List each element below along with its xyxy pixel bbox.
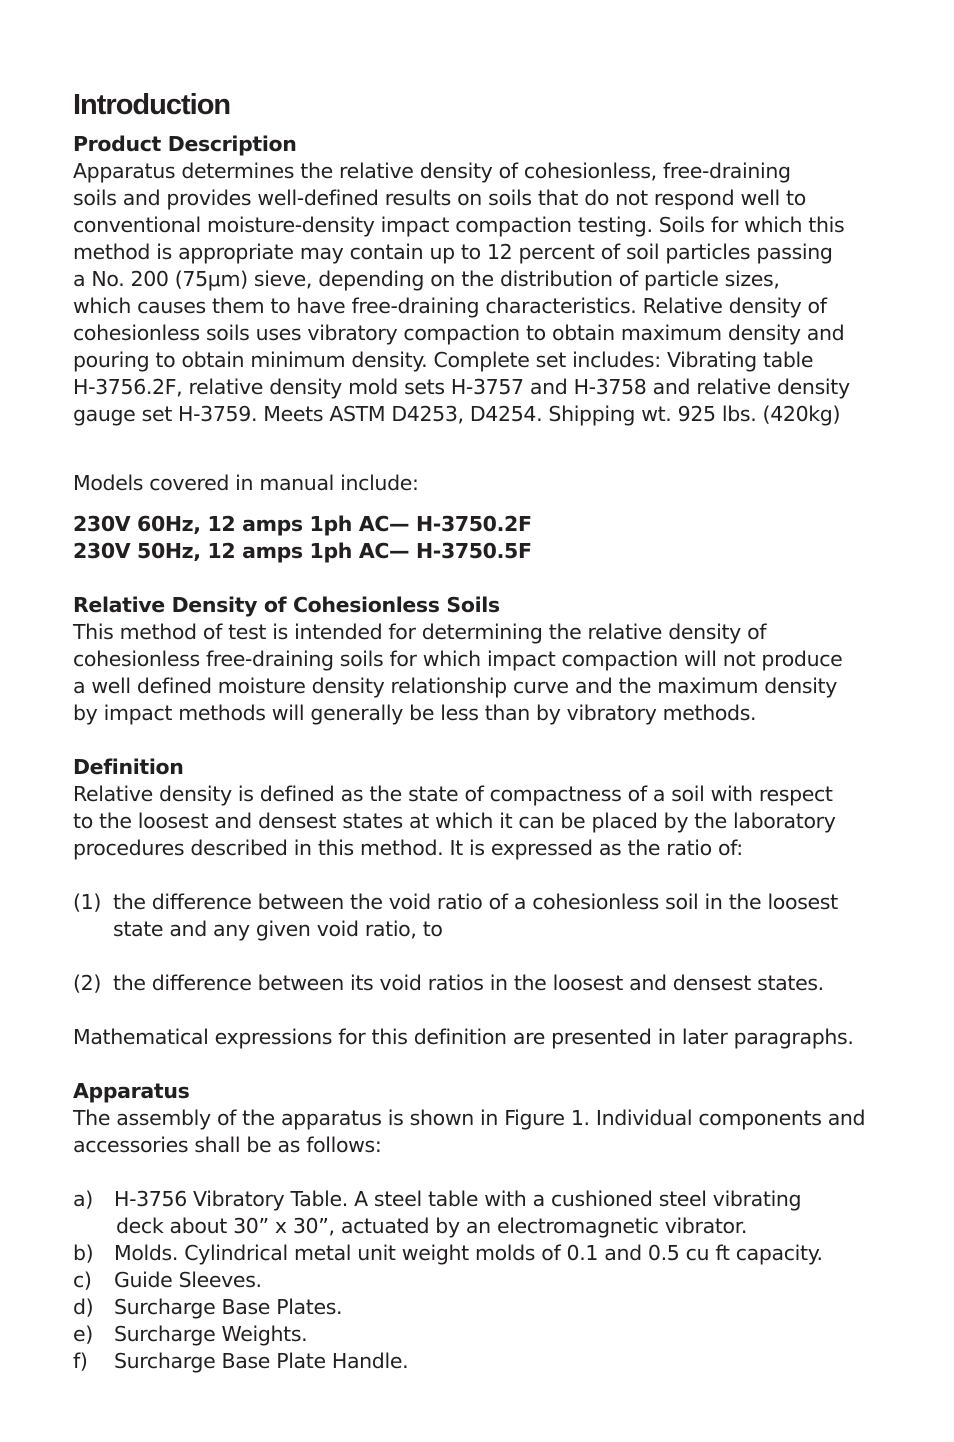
item-number: (2) [73,971,101,995]
spacer [73,862,893,889]
spacer [73,727,893,754]
apparatus-heading: Apparatus [73,1079,190,1103]
text-line: a well defined moisture density relationship curve and the maximum density [73,674,838,698]
text-line: Apparatus determines the relative density of cohesionless, free-draining [73,159,791,183]
page-title: Introduction [73,89,231,121]
spacer [73,428,893,470]
spacer [73,1159,893,1186]
item-text [114,1186,893,1240]
spacer [73,997,893,1024]
text-line: conventional moisture-density impact compaction testing. Soils for which this [73,213,845,237]
text-line: by impact methods will generally be less than by vibratory methods. [73,701,757,725]
text-line: a No. 200 (75μm) sieve, depending on the distribution of particle sizes, [73,267,780,291]
text-line: the difference between the void ratio of a cohesionless soil in the loosest [113,890,838,914]
math-note: Mathematical expressions for this definition are presented in later paragraphs. [73,1025,854,1049]
text-line: accessories shall be as follows: [73,1133,382,1157]
item-letter: f) [73,1349,88,1373]
text-line: H-3756 Vibratory Table. A steel table with a cushioned steel vibrating [114,1187,802,1211]
definition-item-2 [73,970,893,997]
item-text: Surcharge Base Plate Handle. [114,1349,409,1373]
text-line: which causes them to have free-draining characteristics. Relative density of [73,294,827,318]
item-letter: e) [73,1322,93,1346]
item-letter: a) [73,1187,93,1211]
models-section [73,470,893,565]
text-line: to the loosest and densest states at which it can be placed by the laboratory [73,809,836,833]
definition-item-1 [73,889,893,943]
model-item: 230V 60Hz, 12 amps 1ph AC— H-3750.2F [73,512,532,536]
relative-density-heading: Relative Density of Cohesionless Soils [73,593,500,617]
model-item: 230V 50Hz, 12 amps 1ph AC— H-3750.5F [73,539,532,563]
item-text [113,889,838,943]
item-letter: b) [73,1241,94,1265]
item-text: Guide Sleeves. [114,1268,262,1292]
text-line: gauge set H-3759. Meets ASTM D4253, D4254. Shipping wt. 925 lbs. (420kg) [73,402,841,426]
apparatus-item-b [73,1240,893,1267]
text-line: cohesionless free-draining soils for which impact compaction will not produce [73,647,843,671]
text-line: procedures described in this method. It is expressed as the ratio of: [73,836,743,860]
text-line: pouring to obtain minimum density. Complete set includes: Vibrating table [73,348,814,372]
apparatus-item-c [73,1267,893,1294]
item-text: Surcharge Base Plates. [114,1295,343,1319]
apparatus-section [73,1078,893,1375]
product-description-section [73,131,893,428]
text-line: cohesionless soils uses vibratory compaction to obtain maximum density and [73,321,845,345]
text-line: H-3756.2F, relative density mold sets H-3757 and H-3758 and relative density [73,375,850,399]
item-number: (1) [73,890,101,914]
models-intro: Models covered in manual include: [73,471,419,495]
text-line: This method of test is intended for determining the relative density of [73,620,767,644]
apparatus-item-d [73,1294,893,1321]
text-line: deck about 30” x 30”, actuated by an electromagnetic vibrator. [116,1214,748,1238]
page-content [73,86,893,1375]
definition-section [73,754,893,1051]
apparatus-item-f [73,1348,893,1375]
text-line: soils and provides well-defined results on soils that do not respond well to [73,186,806,210]
definition-heading: Definition [73,755,184,779]
spacer [73,565,893,592]
relative-density-section [73,592,893,727]
spacer [73,943,893,970]
item-text: the difference between its void ratios in the loosest and densest states. [113,971,824,995]
text-line: Relative density is defined as the state of compactness of a soil with respect [73,782,833,806]
item-text: Surcharge Weights. [114,1322,308,1346]
apparatus-item-e [73,1321,893,1348]
text-line: state and any given void ratio, to [113,917,443,941]
product-description-text [73,158,893,428]
apparatus-item-a [73,1186,893,1240]
item-letter: c) [73,1268,92,1292]
spacer [73,1051,893,1078]
text-line: The assembly of the apparatus is shown in Figure 1. Individual components and [73,1106,866,1130]
product-description-heading: Product Description [73,132,297,156]
item-letter: d) [73,1295,94,1319]
spacer [73,497,893,511]
item-text: Molds. Cylindrical metal unit weight molds of 0.1 and 0.5 cu ft capacity. [114,1241,823,1265]
text-line: method is appropriate may contain up to 12 percent of soil particles passing [73,240,833,264]
